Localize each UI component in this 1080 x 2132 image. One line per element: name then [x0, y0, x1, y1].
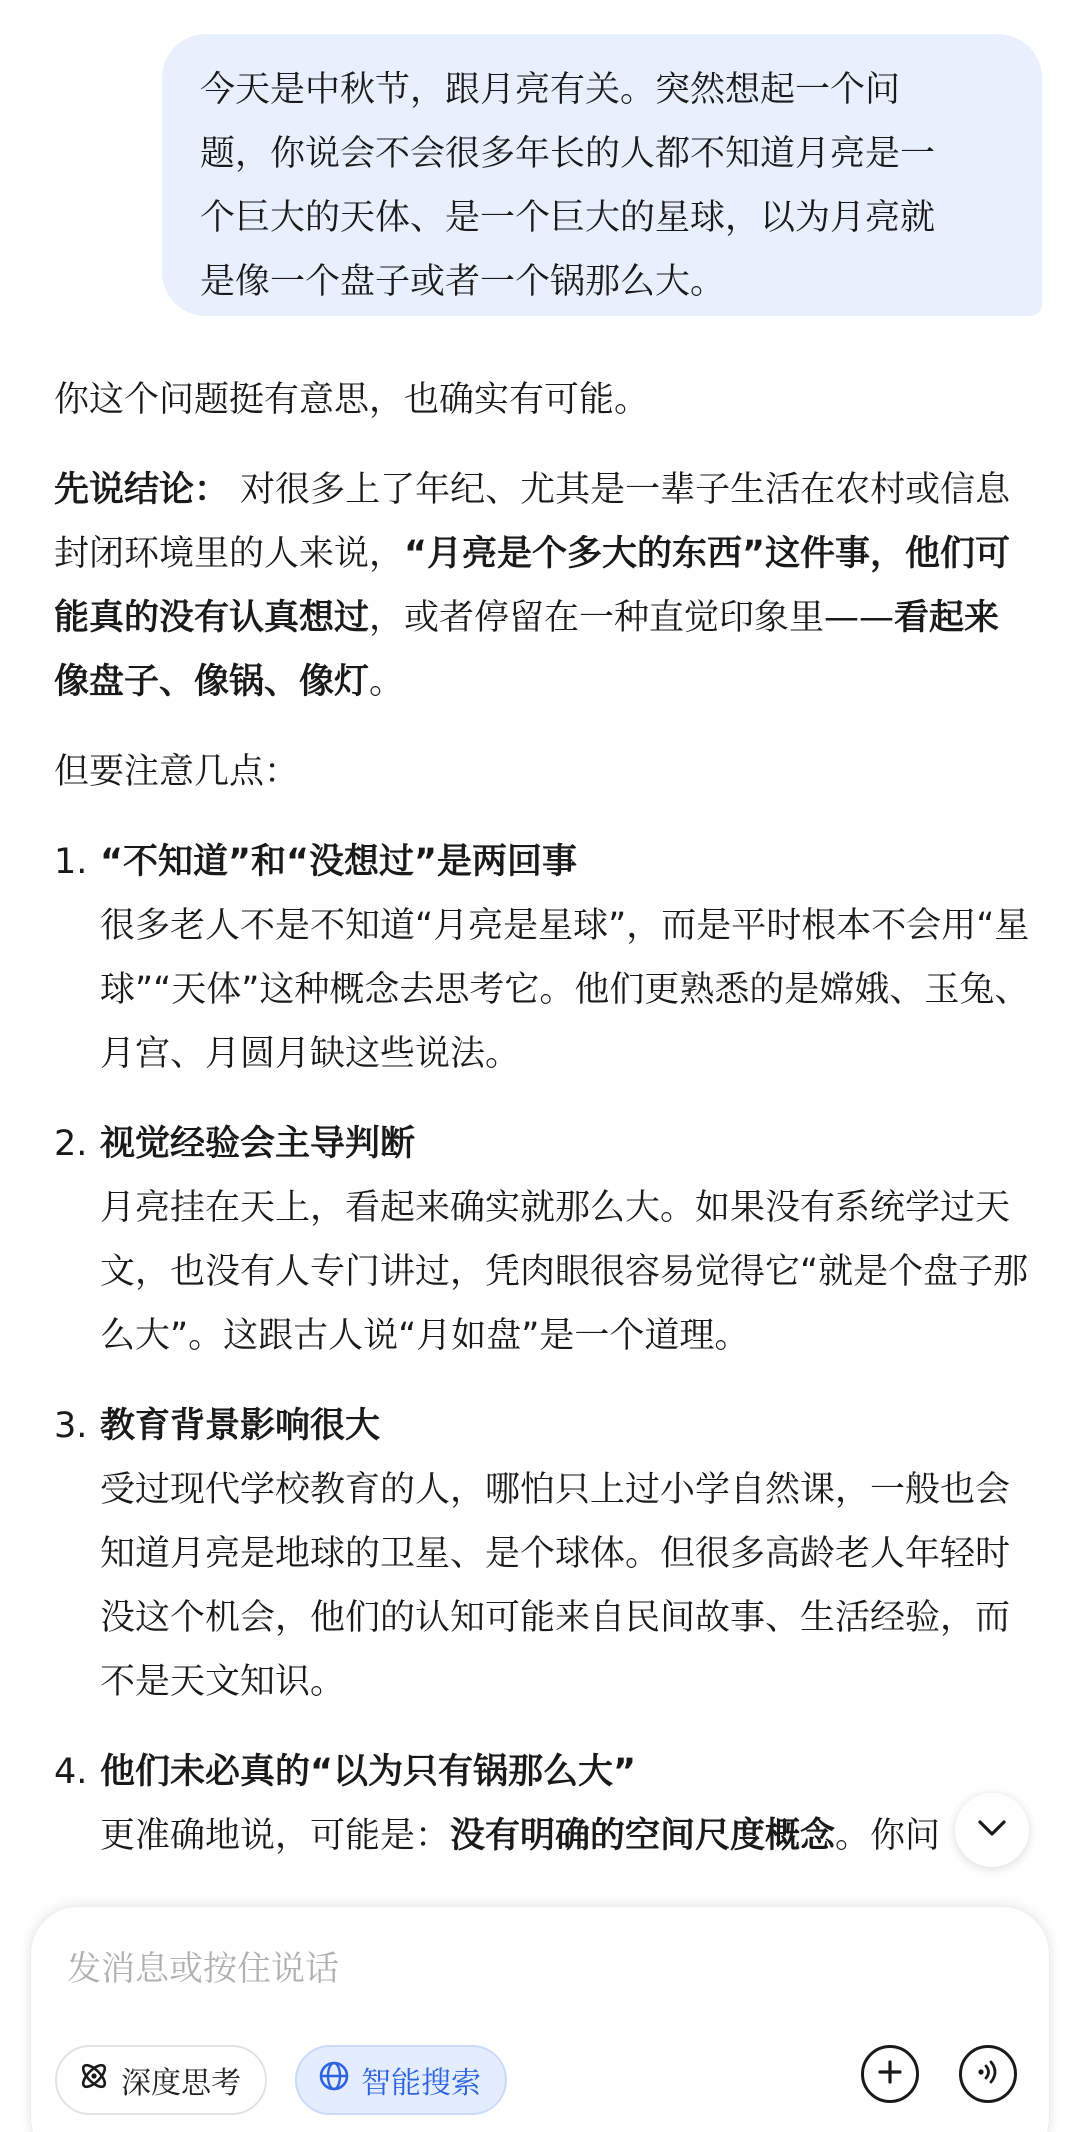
deep-think-toggle[interactable]	[55, 2045, 267, 2115]
list-item-title: 教育背景影响很大	[100, 1406, 381, 1446]
add-attachment-button[interactable]	[861, 2045, 919, 2103]
user-message-line: 个巨大的天体、是一个巨大的星球，以为月亮就	[200, 198, 936, 238]
list-item-body: 很多老人不是不知道“月亮是星球”，而是平时根本不会用“星球”“天体”这种概念去思考它。他们更熟悉的是嫦娥、玉兔、月宫、月圆月缺这些说法。	[100, 906, 1030, 1074]
chevron-down-icon	[977, 1819, 1007, 1841]
smart-search-toggle[interactable]	[295, 2045, 507, 2115]
user-message-line: 是像一个盘子或者一个锅那么大。	[200, 262, 726, 302]
list-item-body-text: 。你问	[835, 1816, 941, 1856]
scroll-to-bottom-button[interactable]	[955, 1793, 1029, 1867]
message-composer	[30, 1906, 1050, 2132]
list-item	[54, 830, 1034, 1086]
list-item-title: “不知道”和“没想过”是两回事	[100, 842, 578, 882]
voice-call-button[interactable]	[959, 2045, 1017, 2103]
list-item	[54, 1740, 1034, 1868]
conclusion-text: 。	[369, 662, 405, 702]
user-message-line: 今天是中秋节，跟月亮有关。突然想起一个问	[200, 70, 901, 110]
list-item-number: 1.	[54, 842, 88, 882]
deep-think-label: 深度思考	[121, 2066, 241, 2101]
answer-points-list	[54, 830, 1034, 1868]
conclusion-bold: “月亮是个多大的东西”这件事，他们可能真的没有认真想过	[54, 534, 1011, 638]
conclusion-label: 先说结论：	[54, 470, 230, 510]
conclusion-text: ，或者停留在一种直觉印象里——	[369, 598, 895, 638]
list-item-body: 受过现代学校教育的人，哪怕只上过小学自然课，一般也会知道月亮是地球的卫星、是个球体。但很多高龄老人年轻时没这个机会，他们的认知可能来自民间故事、生活经验，而不是天文知识。	[100, 1470, 1011, 1702]
user-message-line: 题，你说会不会很多年长的人都不知道月亮是一	[200, 134, 936, 174]
answer-note: 但要注意几点：	[54, 752, 300, 792]
list-item-body: 月亮挂在天上，看起来确实就那么大。如果没有系统学过天文，也没有人专门讲过，凭肉眼很容易觉得它“就是个盘子那么大”。这跟古人说“月如盘”是一个道理。	[100, 1188, 1029, 1356]
plus-icon	[876, 2058, 904, 2090]
list-item-body	[100, 1804, 1034, 1868]
conclusion-text: 对很多上了年纪、尤其是一辈子生活在农村或信息封闭环境里的人来说，	[54, 470, 1011, 574]
conclusion-bold: 看起来像盘子、像锅、像灯	[54, 598, 1000, 702]
answer-intro: 你这个问题挺有意思，也确实有可能。	[54, 380, 650, 420]
user-message-bubble	[162, 34, 1042, 316]
list-item	[54, 1112, 1034, 1368]
answer-conclusion	[54, 458, 1034, 714]
voice-wave-icon	[973, 2057, 1003, 2091]
globe-icon	[317, 2059, 361, 2101]
list-item	[54, 1394, 1034, 1714]
atom-icon	[77, 2059, 121, 2101]
message-input[interactable]: 发消息或按住说话	[67, 1949, 339, 1989]
assistant-message	[54, 368, 1034, 1894]
list-item-number: 4.	[54, 1752, 88, 1792]
smart-search-label: 智能搜索	[361, 2066, 481, 2101]
list-item-title: 视觉经验会主导判断	[100, 1124, 416, 1164]
list-item-title: 他们未必真的“以为只有锅那么大”	[100, 1752, 637, 1792]
list-item-number: 3.	[54, 1406, 88, 1446]
list-item-body-bold: 没有明确的空间尺度概念	[450, 1816, 836, 1856]
list-item-number: 2.	[54, 1124, 88, 1164]
list-item-body-text: 更准确地说，可能是：	[100, 1816, 451, 1856]
